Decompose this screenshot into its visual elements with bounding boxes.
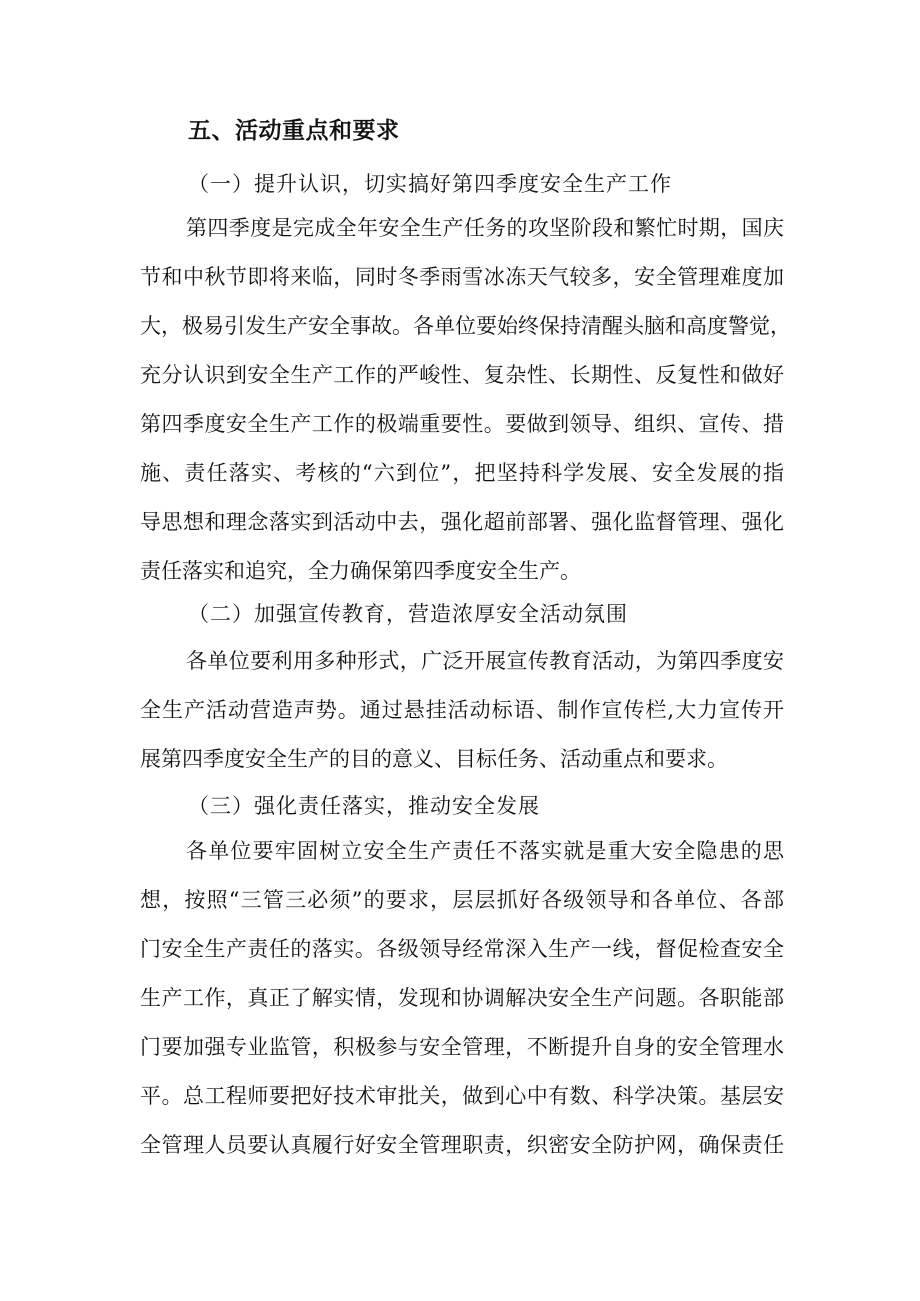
paragraph-line: 导思想和理念落实到活动中去，强化超前部署、强化监督管理、强化 — [140, 510, 784, 534]
subsection-title-3: （三）强化责任落实，推动安全发展 — [188, 794, 540, 818]
paragraph-line: 门安全生产责任的落实。各级领导经常深入生产一线，督促检查安全 — [140, 937, 784, 961]
paragraph-line: 各单位要利用多种形式，广泛开展宣传教育活动，为第四季度安 — [186, 649, 784, 673]
paragraph-line: 施、责任落实、考核的“六到位”，把坚持科学发展、安全发展的指 — [140, 461, 784, 485]
paragraph-line: 充分认识到安全生产工作的严峻性、复杂性、长期性、反复性和做好 — [140, 363, 784, 387]
paragraph-line: 门要加强专业监管，积极参与安全管理，不断提升自身的安全管理水 — [140, 1035, 784, 1059]
paragraph-line: 全生产活动营造声势。通过悬挂活动标语、制作宣传栏,大力宣传开 — [140, 698, 784, 722]
paragraph-line: 生产工作，真正了解实情，发现和协调解决安全生产问题。各职能部 — [140, 986, 784, 1010]
paragraph-1 — [140, 204, 791, 596]
paragraph-2 — [140, 637, 784, 784]
paragraph-line: 大，极易引发生产安全事故。各单位要始终保持清醒头脑和高度警觉， — [140, 314, 791, 338]
subsection-title-1: （一）提升认识，切实搞好第四季度安全生产工作 — [188, 172, 672, 196]
paragraph-line: 责任落实和追究，全力确保第四季度安全生产。 — [140, 559, 581, 583]
section-heading: 五、活动重点和要求 — [188, 118, 400, 144]
paragraph-3 — [140, 827, 784, 1170]
paragraph-line: 想，按照“三管三必须”的要求，层层抓好各级领导和各单位、各部 — [140, 888, 784, 912]
paragraph-line: 第四季度是完成全年安全生产任务的攻坚阶段和繁忙时期，国庆 — [186, 216, 784, 240]
paragraph-line: 各单位要牢固树立安全生产责任不落实就是重大安全隐患的思 — [186, 839, 784, 863]
paragraph-line: 平。总工程师要把好技术审批关，做到心中有数、科学决策。基层安 — [140, 1084, 784, 1108]
paragraph-line: 展第四季度安全生产的目的意义、目标任务、活动重点和要求。 — [140, 747, 728, 771]
paragraph-line: 第四季度安全生产工作的极端重要性。要做到领导、组织、宣传、措 — [140, 412, 784, 436]
paragraph-line: 全管理人员要认真履行好安全管理职责，织密安全防护网，确保责任 — [140, 1133, 784, 1157]
paragraph-line: 节和中秋节即将来临，同时冬季雨雪冰冻天气较多，安全管理难度加 — [140, 265, 784, 289]
subsection-title-2: （二）加强宣传教育，营造浓厚安全活动氛围 — [188, 602, 628, 626]
